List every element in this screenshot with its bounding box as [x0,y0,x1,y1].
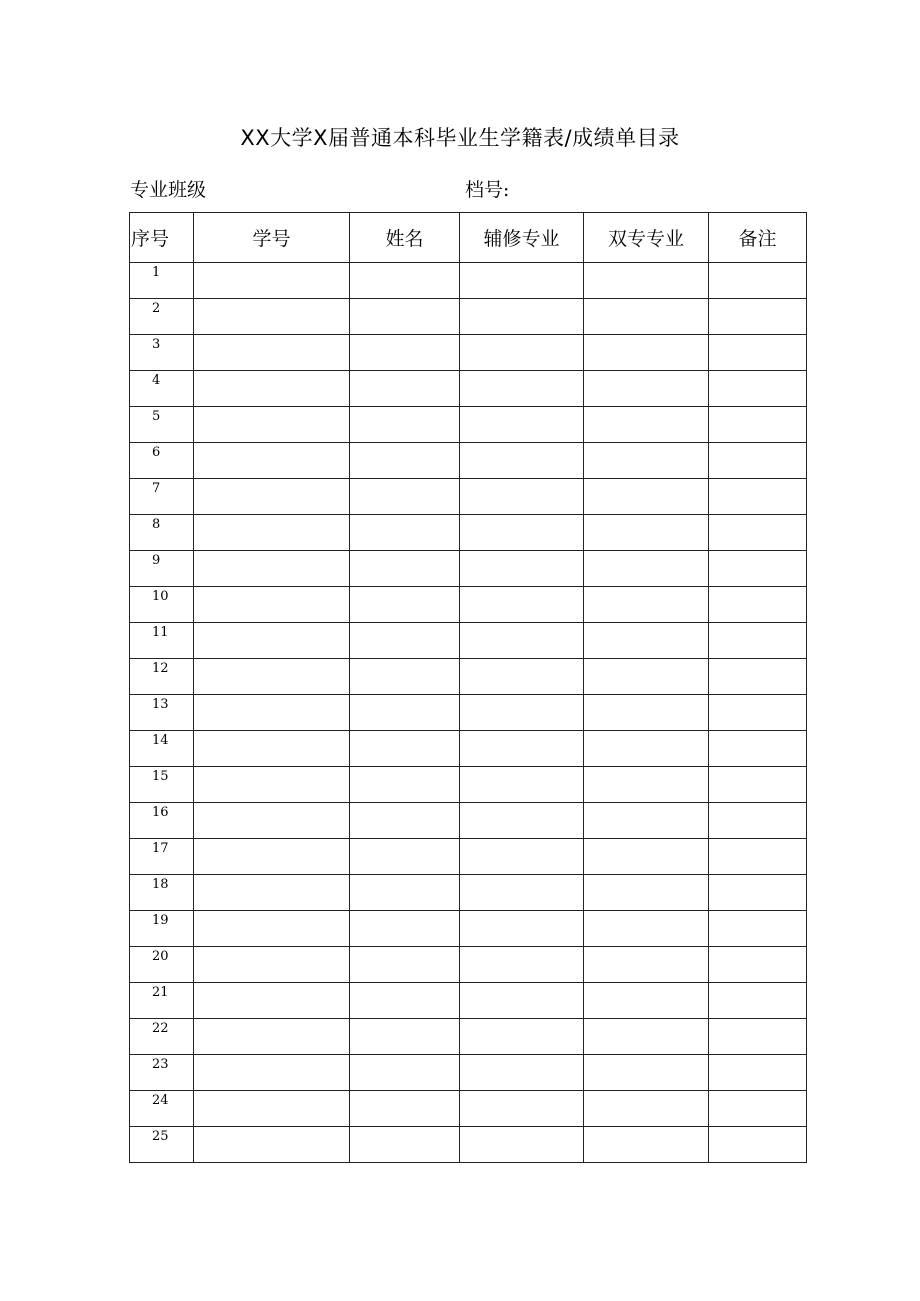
row-serial-number: 19 [130,911,194,947]
row-serial-number: 18 [130,875,194,911]
cell-remarks[interactable] [709,407,807,443]
cell-name[interactable] [350,767,460,803]
row-serial-number: 11 [130,623,194,659]
cell-student-id[interactable] [194,1055,350,1091]
cell-minor[interactable] [460,659,584,695]
cell-student-id[interactable] [194,731,350,767]
cell-minor[interactable] [460,911,584,947]
cell-student-id[interactable] [194,515,350,551]
cell-double-major[interactable] [584,443,709,479]
cell-remarks[interactable] [709,767,807,803]
cell-minor[interactable] [460,731,584,767]
table-row [130,479,807,515]
cell-double-major[interactable] [584,659,709,695]
cell-minor[interactable] [460,335,584,371]
table-row [130,767,807,803]
register-table [129,212,807,1163]
cell-student-id[interactable] [194,551,350,587]
cell-double-major[interactable] [584,1127,709,1163]
cell-remarks[interactable] [709,443,807,479]
cell-minor[interactable] [460,443,584,479]
cell-remarks[interactable] [709,947,807,983]
header-remarks: 备注 [709,213,807,263]
cell-minor[interactable] [460,587,584,623]
cell-double-major[interactable] [584,911,709,947]
cell-remarks[interactable] [709,551,807,587]
table-row [130,731,807,767]
cell-student-id[interactable] [194,1091,350,1127]
table-row [130,587,807,623]
table-row [130,983,807,1019]
row-serial-number: 17 [130,839,194,875]
table-row [130,947,807,983]
cell-double-major[interactable] [584,695,709,731]
cell-student-id[interactable] [194,1019,350,1055]
cell-remarks[interactable] [709,911,807,947]
header-double-major: 双专专业 [584,213,709,263]
header-serial-number: 序号 [130,213,194,263]
cell-name[interactable] [350,695,460,731]
cell-minor[interactable] [460,371,584,407]
cell-student-id[interactable] [194,659,350,695]
document-title: XX大学X届普通本科毕业生学籍表/成绩单目录 [240,126,680,150]
cell-minor[interactable] [460,479,584,515]
cell-name[interactable] [350,983,460,1019]
table-row [130,551,807,587]
row-serial-number: 21 [130,983,194,1019]
cell-name[interactable] [350,443,460,479]
cell-student-id[interactable] [194,911,350,947]
cell-name[interactable] [350,731,460,767]
cell-name[interactable] [350,1019,460,1055]
cell-name[interactable] [350,587,460,623]
cell-double-major[interactable] [584,407,709,443]
cell-name[interactable] [350,623,460,659]
cell-minor[interactable] [460,623,584,659]
cell-minor[interactable] [460,1055,584,1091]
cell-name[interactable] [350,803,460,839]
row-serial-number: 12 [130,659,194,695]
cell-minor[interactable] [460,551,584,587]
cell-name[interactable] [350,263,460,299]
cell-student-id[interactable] [194,623,350,659]
cell-student-id[interactable] [194,803,350,839]
cell-student-id[interactable] [194,479,350,515]
cell-student-id[interactable] [194,947,350,983]
cell-minor[interactable] [460,983,584,1019]
cell-name[interactable] [350,911,460,947]
cell-student-id[interactable] [194,371,350,407]
cell-minor[interactable] [460,407,584,443]
row-serial-number: 7 [130,479,194,515]
cell-name[interactable] [350,335,460,371]
cell-remarks[interactable] [709,1091,807,1127]
cell-name[interactable] [350,479,460,515]
cell-remarks[interactable] [709,515,807,551]
row-serial-number: 20 [130,947,194,983]
cell-student-id[interactable] [194,443,350,479]
row-serial-number: 4 [130,371,194,407]
cell-double-major[interactable] [584,1055,709,1091]
cell-student-id[interactable] [194,839,350,875]
cell-name[interactable] [350,1091,460,1127]
row-serial-number: 14 [130,731,194,767]
table-row [130,803,807,839]
cell-remarks[interactable] [709,623,807,659]
table-body [130,263,807,1163]
row-serial-number: 9 [130,551,194,587]
row-serial-number: 8 [130,515,194,551]
table-row [130,263,807,299]
cell-double-major[interactable] [584,335,709,371]
cell-double-major[interactable] [584,767,709,803]
cell-student-id[interactable] [194,983,350,1019]
cell-remarks[interactable] [709,587,807,623]
cell-minor[interactable] [460,767,584,803]
cell-student-id[interactable] [194,335,350,371]
cell-double-major[interactable] [584,515,709,551]
row-serial-number: 3 [130,335,194,371]
cell-minor[interactable] [460,947,584,983]
row-serial-number: 1 [130,263,194,299]
cell-name[interactable] [350,515,460,551]
row-serial-number: 25 [130,1127,194,1163]
cell-double-major[interactable] [584,551,709,587]
cell-minor[interactable] [460,695,584,731]
table-row [130,443,807,479]
cell-student-id[interactable] [194,587,350,623]
cell-name[interactable] [350,875,460,911]
row-serial-number: 6 [130,443,194,479]
table-row [130,371,807,407]
row-serial-number: 24 [130,1091,194,1127]
row-serial-number: 23 [130,1055,194,1091]
table-row [130,659,807,695]
row-serial-number: 2 [130,299,194,335]
row-serial-number: 15 [130,767,194,803]
cell-name[interactable] [350,1127,460,1163]
cell-remarks[interactable] [709,875,807,911]
cell-name[interactable] [350,1055,460,1091]
row-serial-number: 22 [130,1019,194,1055]
cell-double-major[interactable] [584,263,709,299]
table-row [130,407,807,443]
cell-student-id[interactable] [194,263,350,299]
cell-double-major[interactable] [584,983,709,1019]
cell-double-major[interactable] [584,299,709,335]
cell-double-major[interactable] [584,1019,709,1055]
cell-remarks[interactable] [709,839,807,875]
cell-remarks[interactable] [709,1055,807,1091]
table-row [130,299,807,335]
cell-name[interactable] [350,659,460,695]
cell-remarks[interactable] [709,1127,807,1163]
file-number-label: 档号: [465,179,510,201]
cell-double-major[interactable] [584,803,709,839]
cell-minor[interactable] [460,875,584,911]
cell-student-id[interactable] [194,299,350,335]
cell-double-major[interactable] [584,875,709,911]
cell-remarks[interactable] [709,803,807,839]
table-row [130,695,807,731]
cell-remarks[interactable] [709,1019,807,1055]
table-row [130,623,807,659]
cell-minor[interactable] [460,839,584,875]
cell-minor[interactable] [460,803,584,839]
cell-minor[interactable] [460,1127,584,1163]
header-name: 姓名 [350,213,460,263]
cell-remarks[interactable] [709,371,807,407]
cell-student-id[interactable] [194,875,350,911]
cell-double-major[interactable] [584,1091,709,1127]
cell-name[interactable] [350,299,460,335]
row-serial-number: 5 [130,407,194,443]
cell-name[interactable] [350,839,460,875]
row-serial-number: 10 [130,587,194,623]
header-minor: 辅修专业 [460,213,584,263]
cell-double-major[interactable] [584,587,709,623]
cell-remarks[interactable] [709,263,807,299]
cell-minor[interactable] [460,1019,584,1055]
row-serial-number: 16 [130,803,194,839]
cell-student-id[interactable] [194,1127,350,1163]
table-row [130,839,807,875]
cell-double-major[interactable] [584,947,709,983]
table-row [130,1091,807,1127]
cell-double-major[interactable] [584,479,709,515]
cell-remarks[interactable] [709,335,807,371]
cell-double-major[interactable] [584,839,709,875]
cell-minor[interactable] [460,299,584,335]
cell-student-id[interactable] [194,695,350,731]
cell-minor[interactable] [460,1091,584,1127]
header-student-id: 学号 [194,213,350,263]
cell-double-major[interactable] [584,371,709,407]
table-row [130,515,807,551]
table-header-row [130,213,807,263]
cell-name[interactable] [350,947,460,983]
cell-remarks[interactable] [709,731,807,767]
cell-minor[interactable] [460,515,584,551]
cell-remarks[interactable] [709,695,807,731]
cell-student-id[interactable] [194,407,350,443]
table-row [130,911,807,947]
cell-double-major[interactable] [584,623,709,659]
cell-name[interactable] [350,407,460,443]
cell-remarks[interactable] [709,983,807,1019]
cell-double-major[interactable] [584,731,709,767]
cell-student-id[interactable] [194,767,350,803]
cell-name[interactable] [350,551,460,587]
table-row [130,875,807,911]
table-row [130,335,807,371]
cell-name[interactable] [350,371,460,407]
table-row [130,1127,807,1163]
major-class-label: 专业班级 [130,179,207,201]
table-row [130,1055,807,1091]
cell-minor[interactable] [460,263,584,299]
row-serial-number: 13 [130,695,194,731]
cell-remarks[interactable] [709,299,807,335]
cell-remarks[interactable] [709,479,807,515]
table-row [130,1019,807,1055]
cell-remarks[interactable] [709,659,807,695]
